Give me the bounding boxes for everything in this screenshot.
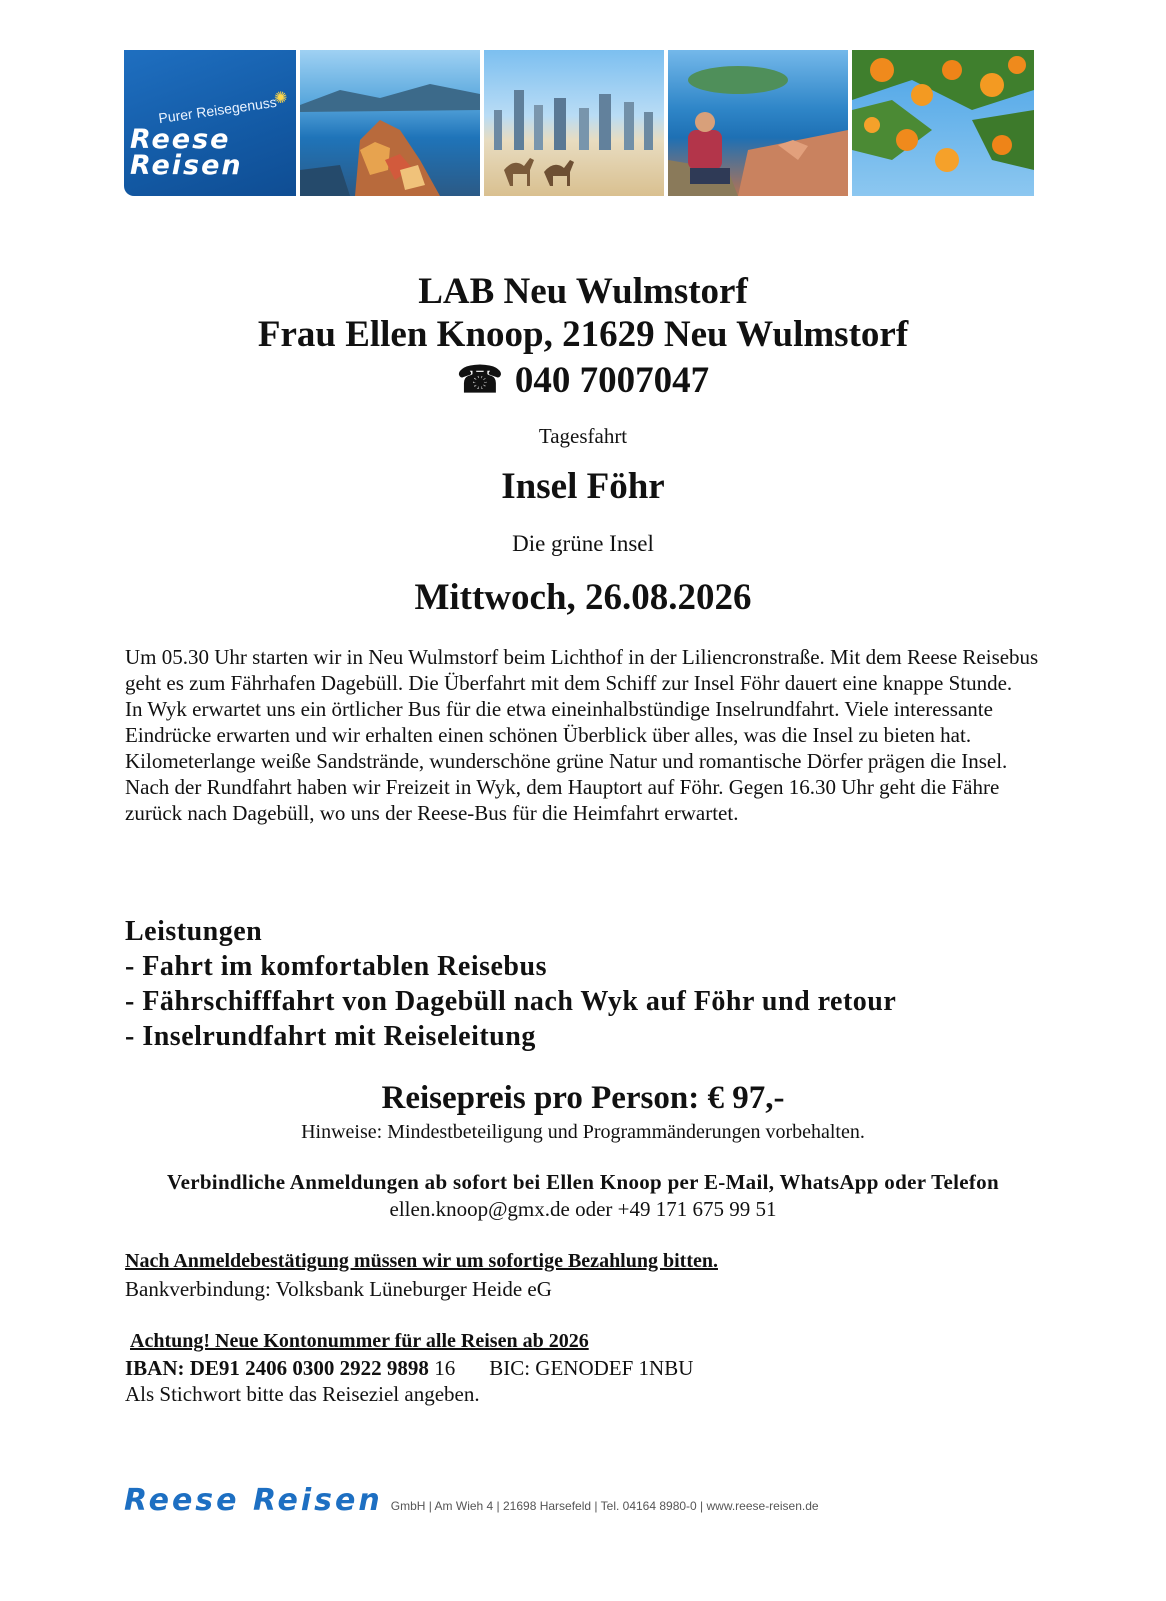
services-heading: Leistungen	[125, 916, 263, 947]
desert-skyline-photo	[484, 50, 664, 196]
brand-slogan: Purer Reisegenuss	[157, 93, 278, 127]
sun-icon: ✺	[274, 90, 288, 107]
organization-title: LAB Neu Wulmstorf	[418, 271, 748, 312]
payment-keyword-note: Als Stichwort bitte das Reiseziel angeben.	[125, 1382, 480, 1406]
bank-name: Bankverbindung: Volksbank Lüneburger Heide eG	[125, 1277, 552, 1301]
price-note: Hinweise: Mindestbeteiligung und Programmänderungen vorbehalten.	[301, 1121, 865, 1143]
trip-destination: Insel Föhr	[501, 466, 665, 507]
telephone-icon: ☎	[456, 360, 503, 401]
description-paragraph: In Wyk erwartet uns ein örtlicher Bus für die etwa eineinhalbstündige Inselrundfahrt. Viele interessante Eindrücke erwarten und wir erhalten einen schönen Überblick über alles, was die Insel zu bieten hat. Kilometerlange weiße Sandstrände, wunderschöne grüne Natur und romantische Dörfer prägen die Insel.	[125, 697, 1008, 773]
registration-text: Verbindliche Anmeldungen ab sofort bei Ellen Knoop per E-Mail, WhatsApp oder Telefon	[167, 1170, 999, 1194]
contact-person-line: Frau Ellen Knoop, 21629 Neu Wulmstorf	[257, 314, 909, 355]
orange-tree-photo	[852, 50, 1034, 196]
account-change-notice: Achtung! Neue Kontonummer für alle Reisen ab 2026	[130, 1330, 589, 1352]
brand-name-line1: Reese	[130, 124, 231, 155]
phone-number: 040 7007047	[514, 360, 710, 401]
header-banner	[124, 50, 1042, 196]
bic: BIC: GENODEF 1NBU	[489, 1356, 694, 1380]
trip-date: Mittwoch, 26.08.2026	[414, 577, 752, 618]
brand-name-line2: Reisen	[130, 150, 243, 181]
description-paragraph: Nach der Rundfahrt haben wir Freizeit in Wyk, dem Hauptort auf Föhr. Gegen 16.30 Uhr geht die Fähre zurück nach Dagebüll, wo uns der Reese-Bus für die Heimfahrt erwartet.	[125, 775, 1000, 825]
service-item: - Fährschifffahrt von Dagebüll nach Wyk auf Föhr und retour	[125, 986, 897, 1017]
phone-line	[0, 358, 1166, 402]
iban-suffix: 16	[428, 1356, 456, 1380]
coast-village-photo	[300, 50, 480, 196]
service-item: - Inselrundfahrt mit Reiseleitung	[125, 1021, 536, 1052]
trip-description	[125, 644, 1045, 826]
trip-type: Tagesfahrt	[538, 424, 628, 448]
registration-contact: ellen.knoop@gmx.de oder +49 171 675 99 51	[389, 1197, 777, 1221]
brand-logo-tile	[124, 50, 296, 196]
footer	[124, 1485, 1024, 1517]
services-list	[125, 914, 896, 1054]
iban-bic-line	[125, 1356, 693, 1381]
footer-company-info: GmbH | Am Wieh 4 | 21698 Harsefeld | Tel. 04164 8980-0 | www.reese-reisen.de	[390, 1499, 819, 1513]
bay-hiker-photo	[668, 50, 848, 196]
footer-logo: Reese Reisen	[124, 1483, 383, 1518]
description-paragraph: Um 05.30 Uhr starten wir in Neu Wulmstorf beim Lichthof in der Liliencronstraße. Mit dem Reese Reisebus geht es zum Fährhafen Dagebüll. Die Überfahrt mit dem Schiff zur Insel Föhr dauert eine knappe Stunde.	[125, 645, 1039, 695]
price-per-person: Reisepreis pro Person: € 97,-	[381, 1080, 785, 1116]
payment-note: Nach Anmeldebestätigung müssen wir um sofortige Bezahlung bitten.	[125, 1250, 718, 1272]
service-item: - Fahrt im komfortablen Reisebus	[125, 951, 547, 982]
iban: IBAN: DE91 2406 0300 2922 9898	[125, 1356, 429, 1380]
trip-subtitle: Die grüne Insel	[512, 531, 654, 556]
